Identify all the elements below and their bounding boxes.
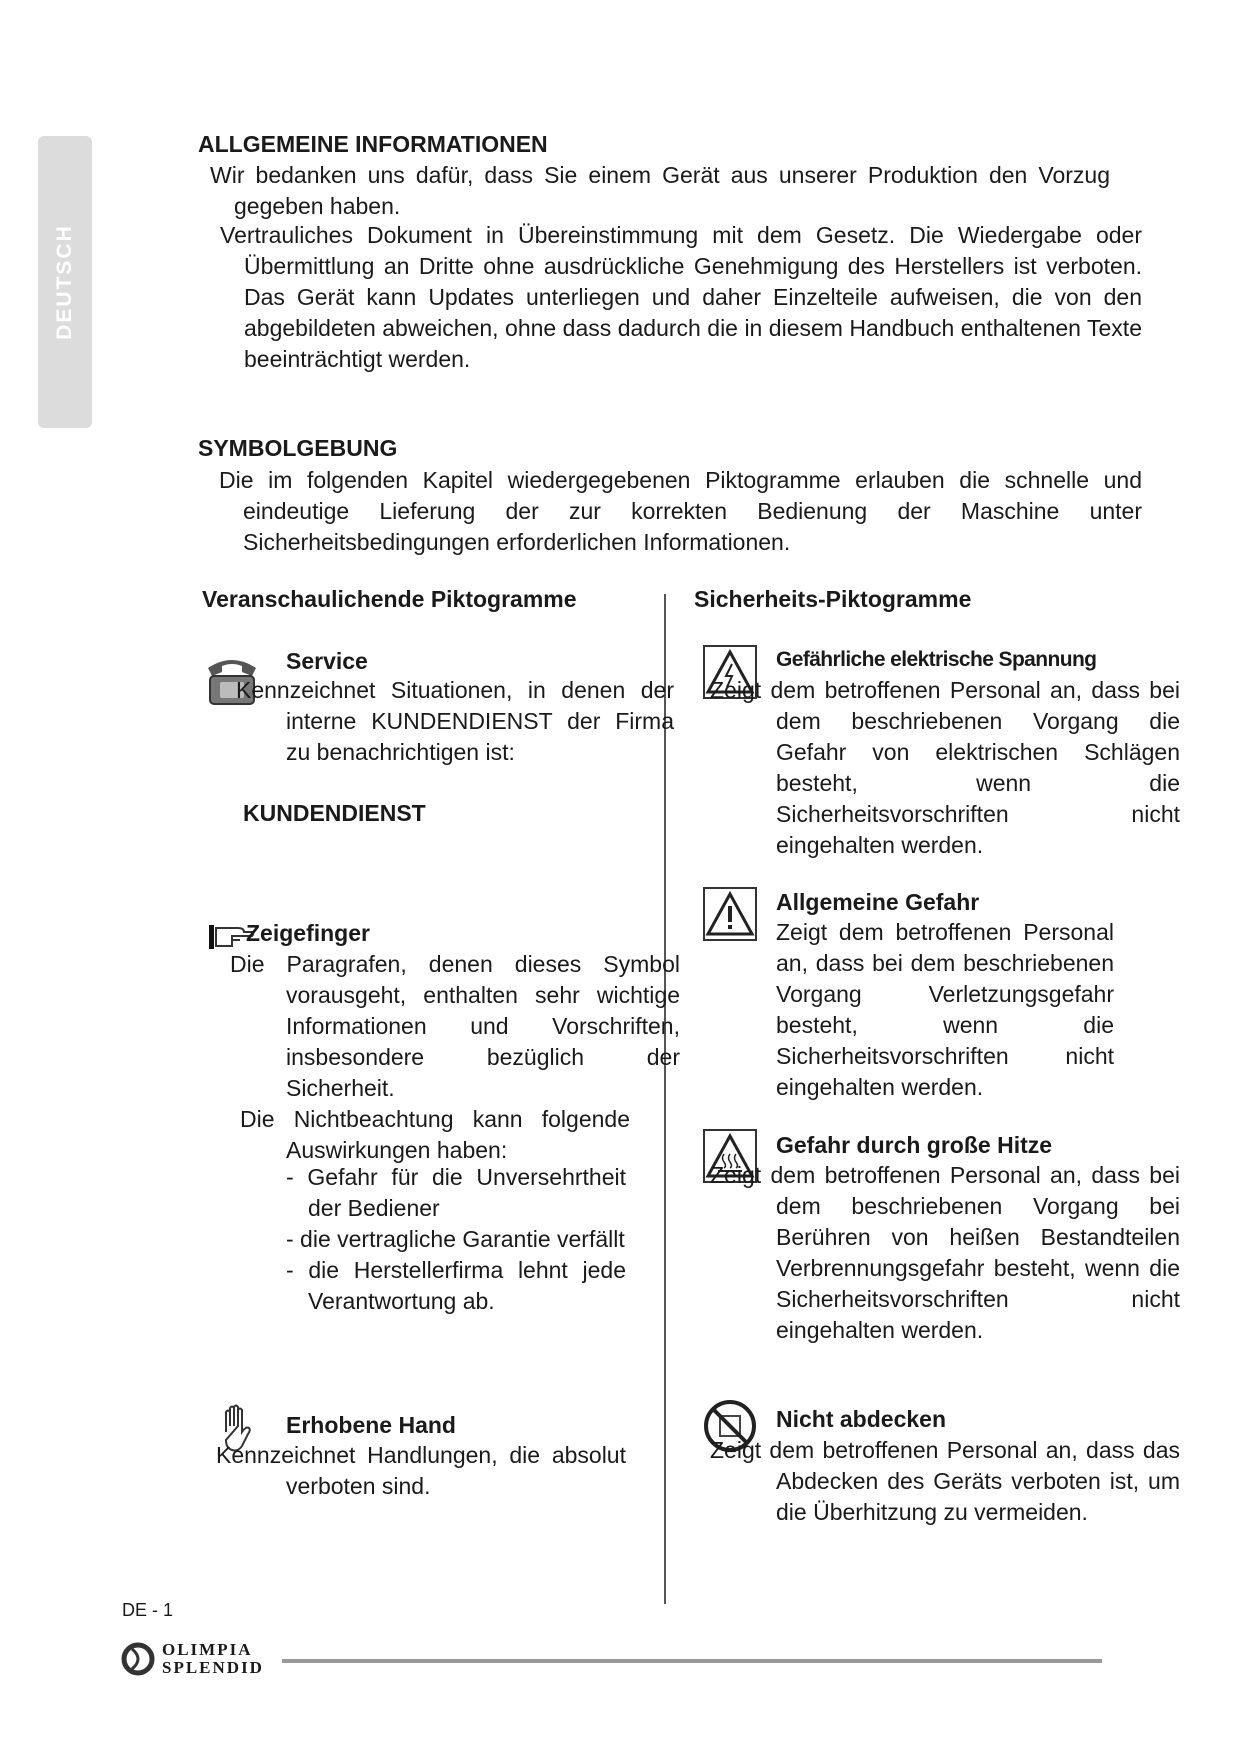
symbols-heading: SYMBOLGEBUNG <box>198 435 398 461</box>
general-info-paragraph-1: Wir bedanken uns dafür, dass Sie einem Gerät aus unserer Produktion den Vorzug gegeben haben. <box>210 162 1110 219</box>
cover-text: Zeigt dem betroffenen Personal an, dass das Abdecken des Geräts verboten ist, um die Überhitzung zu vermeiden. <box>710 1437 1180 1525</box>
service-emphasis: KUNDENDIENST <box>243 800 426 826</box>
general-danger-text: Zeigt dem betroffenen Personal an, dass bei dem beschriebenen Vorgang Verletzungsgefahr besteht, wenn die Sicherheitsvorschriften nicht eingehalten werden. <box>776 919 1114 1100</box>
hand-text: Kennzeichnet Handlungen, die absolut verboten sind. <box>216 1442 626 1499</box>
finger-title: Zeigefinger <box>246 920 370 946</box>
service-title: Service <box>286 648 368 674</box>
brand-logo <box>120 1637 280 1679</box>
symbols-paragraph: Die im folgenden Kapitel wiedergegebenen Piktogramme erlauben die schnelle und eindeutige Lieferung der zur korrekten Bedienung der Maschine unter Sicherheitsbedingungen erforderlichen Informationen. <box>219 467 1142 555</box>
heat-title: Gefahr durch große Hitze <box>776 1132 1053 1158</box>
illustrative-pictograms-heading: Veranschaulichende Piktogramme <box>202 586 577 612</box>
general-danger-title: Allgemeine Gefahr <box>776 889 980 915</box>
brand-logo-icon <box>120 1641 156 1677</box>
general-info-paragraph-2: Vertrauliches Dokument in Übereinstimmung mit dem Gesetz. Die Wiedergabe oder Übermittlung an Dritte ohne ausdrückliche Genehmigung des Herstellers ist verboten. Das Gerät kann Updates unterliegen und daher Einzelteile aufweisen, die von den abgebildeten abweichen, ohne dass dadurch die in diesem Handbuch enthaltenen Texte beeinträchtigt werden. <box>220 222 1142 372</box>
language-tab-label: DEUTSCH <box>53 224 76 340</box>
list-item: - Gefahr für die Unversehrtheit der Bediener <box>286 1164 626 1221</box>
list-item: - die vertragliche Garantie verfällt <box>286 1226 625 1252</box>
list-item: - die Herstellerfirma lehnt jede Verantwortung ab. <box>286 1257 626 1314</box>
brand-logo-line-1: OLIMPIA <box>162 1640 253 1659</box>
electric-title: Gefährliche elektrische Spannung <box>776 648 1097 671</box>
electric-text: Zeigt dem betroffenen Personal an, dass bei dem beschriebenen Vorgang die Gefahr von elektrischen Schlägen besteht, wenn die Sicherheitsvorschriften nicht eingehalten werden. <box>710 677 1180 858</box>
language-tab <box>38 136 92 428</box>
finger-text: Die Paragrafen, denen dieses Symbol vorausgeht, enthalten sehr wichtige Informationen und Vorschriften, insbesondere bezüglich der Sicherheit. <box>230 951 680 1101</box>
heat-text: Zeigt dem betroffenen Personal an, dass bei dem beschriebenen Vorgang bei Berühren von heißen Bestandteilen Verbrennungsgefahr besteht, wenn die Sicherheitsvorschriften nicht eingehalten werden. <box>710 1162 1180 1343</box>
service-text: Kennzeichnet Situationen, in denen der interne KUNDENDIENST der Firma zu benachrichtigen ist: <box>236 677 674 765</box>
brand-logo-line-2: SPLENDID <box>162 1658 264 1677</box>
general-info-heading: ALLGEMEINE INFORMATIONEN <box>198 131 548 157</box>
footer-rule <box>282 1659 1102 1663</box>
cover-title: Nicht abdecken <box>776 1406 946 1432</box>
general-danger-icon <box>702 886 758 942</box>
hand-title: Erhobene Hand <box>286 1412 456 1438</box>
safety-pictograms-heading: Sicherheits-Piktogramme <box>694 586 972 612</box>
finger-text-2: Die Nichtbeachtung kann folgende Auswirkungen haben: <box>240 1106 630 1163</box>
page-number: DE - 1 <box>122 1600 174 1620</box>
finger-consequences-list <box>286 1162 626 1317</box>
